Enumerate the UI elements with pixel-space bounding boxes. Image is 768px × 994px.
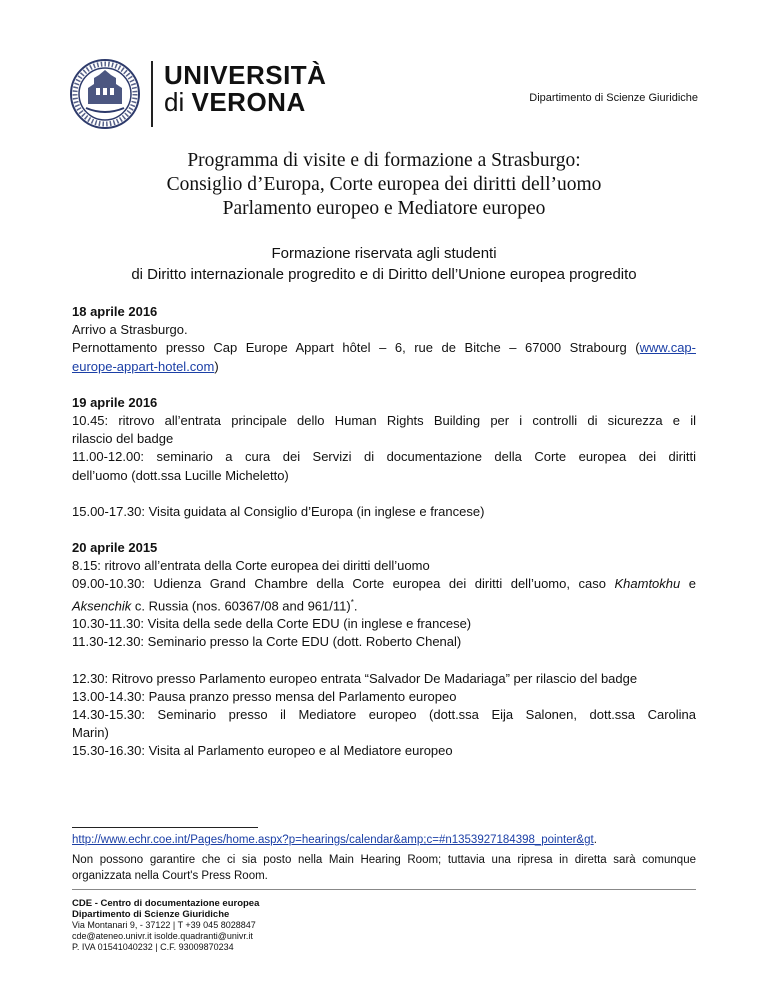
footer-org: CDE - Centro di documentazione europea bbox=[72, 898, 260, 909]
title-line-2: Consiglio d’Europa, Corte europea dei diritti dell’uomo bbox=[166, 174, 602, 195]
hotel-line bbox=[72, 339, 696, 357]
schedule-item: 11.00-12.00: seminario a cura dei Servizi di documentazione della Corte europea dei diritti bbox=[72, 449, 696, 465]
university-name: UNIVERSITÀ bbox=[164, 60, 327, 90]
day-date: 19 aprile 2016 bbox=[72, 394, 158, 410]
case-name-1: Khamtokhu bbox=[614, 576, 681, 592]
footnote-link[interactable]: http://www.echr.coe.int/Pages/home.aspx?p=hearings/calendar&amp;c=#n1353927184398_pointer&gt bbox=[72, 834, 594, 846]
schedule-item-cont: rilascio del badge bbox=[72, 431, 174, 447]
footnote-url-line bbox=[72, 834, 597, 846]
schedule-item: 15.30-16.30: Visita al Parlamento europeo e al Mediatore europeo bbox=[72, 743, 453, 759]
footer-emails: cde@ateneo.univr.it isolde.quadranti@univr.it bbox=[72, 931, 253, 941]
footnote-url-end: . bbox=[593, 834, 597, 846]
footnote-marker[interactable]: * bbox=[350, 597, 354, 607]
department-header: Dipartimento di Scienze Giuridiche bbox=[529, 92, 698, 104]
day-section-2 bbox=[72, 394, 696, 521]
schedule-item: 10.30-11.30: Visita della sede della Corte EDU (in inglese e francese) bbox=[72, 616, 472, 632]
footer-address: Via Montanari 9, - 37122 | T +39 045 8028847 bbox=[72, 920, 256, 930]
hotel-line-2 bbox=[72, 358, 696, 376]
logo-divider bbox=[151, 61, 153, 127]
day-section-3 bbox=[72, 539, 696, 761]
title-line-1: Programma di visite e di formazione a Strasburgo: bbox=[187, 150, 581, 171]
case-end: . bbox=[353, 597, 358, 613]
case-ref: c. Russia (nos. 60367/08 and 961/11) bbox=[131, 597, 351, 613]
footnote-rule bbox=[72, 827, 258, 828]
day-date: 20 aprile 2015 bbox=[72, 540, 158, 556]
university-city-prefix: di bbox=[164, 87, 185, 117]
university-city bbox=[164, 89, 306, 115]
schedule-item: 13.00-14.30: Pausa pranzo presso mensa del Parlamento europeo bbox=[72, 688, 457, 704]
subtitle-line-1: Formazione riservata agli studenti bbox=[271, 245, 497, 262]
schedule-item bbox=[72, 575, 696, 593]
hotel-link-part-1[interactable]: www.cap- bbox=[639, 340, 696, 356]
case-name-2: Aksenchik bbox=[72, 597, 132, 613]
title-line-3: Parlamento europeo e Mediatore europeo bbox=[222, 198, 546, 219]
schedule-item-cont: dell’uomo (dott.ssa Lucille Micheletto) bbox=[72, 467, 289, 483]
university-city-name: VERONA bbox=[191, 87, 306, 117]
hotel-paren: ) bbox=[214, 358, 219, 374]
schedule-item: 10.45: ritrovo all’entrata principale dello Human Rights Building per i controlli di sicurezza e il bbox=[72, 413, 696, 429]
schedule-item: 12.30: Ritrovo presso Parlamento europeo entrata “Salvador De Madariaga” per rilascio del badge bbox=[72, 670, 638, 686]
hotel-link-part-2[interactable]: europe-appart-hotel.com bbox=[72, 358, 215, 374]
day-section-1 bbox=[72, 303, 696, 376]
case-and: e bbox=[680, 576, 696, 592]
schedule-item-cont bbox=[72, 594, 696, 616]
university-seal-icon bbox=[66, 58, 144, 130]
footer bbox=[72, 898, 259, 953]
schedule-item: 11.30-12.30: Seminario presso la Corte EDU (dott. Roberto Chenal) bbox=[72, 634, 462, 650]
programme-body bbox=[72, 303, 696, 779]
schedule-item: 15.00-17.30: Visita guidata al Consiglio d’Europa (in inglese e francese) bbox=[72, 503, 485, 519]
day-date: 18 aprile 2016 bbox=[72, 304, 158, 319]
schedule-item: 8.15: ritrovo all’entrata della Corte europea dei diritti dell’uomo bbox=[72, 558, 430, 574]
footer-tax: P. IVA 01541040232 | C.F. 93009870234 bbox=[72, 942, 234, 952]
footer-dept: Dipartimento di Scienze Giuridiche bbox=[72, 909, 230, 920]
arrival-line: Arrivo a Strasburgo. bbox=[72, 322, 188, 338]
footer-rule bbox=[72, 889, 696, 890]
schedule-item: 14.30-15.30: Seminario presso il Mediatore europeo (dott.ssa Eija Salonen, dott.ssa Carolina bbox=[72, 706, 696, 722]
footnote-text: Non possono garantire che ci sia posto nella Main Hearing Room; tuttavia una ripresa in diretta sarà comunque organizzata nella Court's Press Room. bbox=[72, 854, 696, 882]
hotel-text: Pernottamento presso Cap Europe Appart hôtel – 6, rue de Bitche – 67000 Strabourg ( bbox=[72, 340, 640, 356]
schedule-item-cont: Marin) bbox=[72, 725, 109, 741]
hearing-text: 09.00-10.30: Udienza Grand Chambre della Corte europea dei diritti dell’uomo, caso bbox=[72, 576, 615, 592]
subtitle-line-2: di Diritto internazionale progredito e di Diritto dell’Unione europea progredito bbox=[131, 266, 637, 283]
